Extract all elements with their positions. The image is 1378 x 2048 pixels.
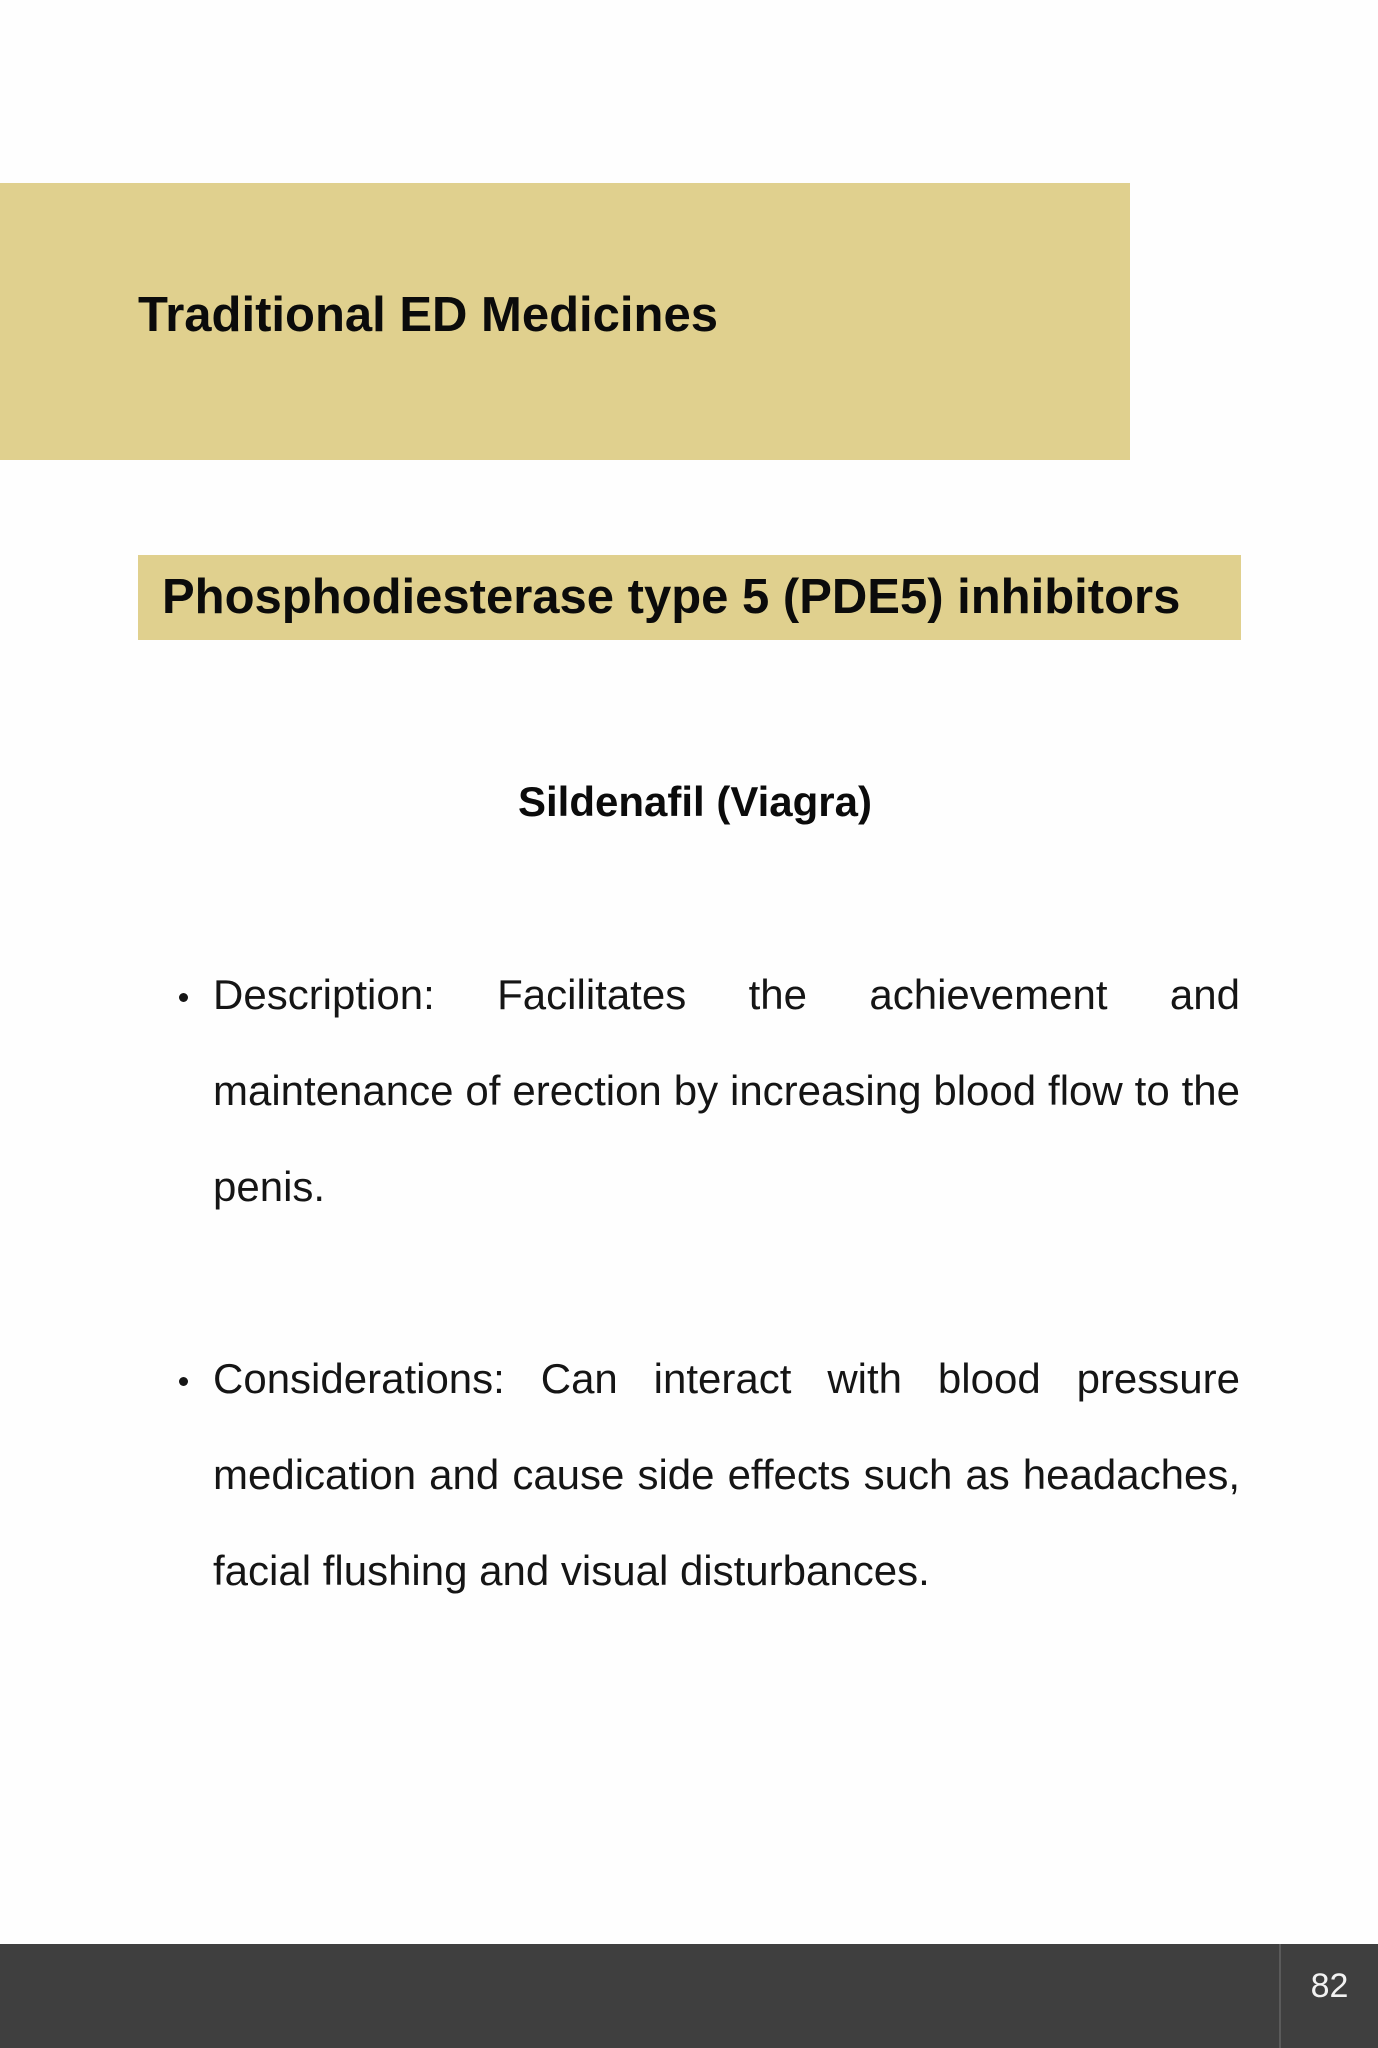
section-title: Phosphodiesterase type 5 (PDE5) inhibitors [162,570,1181,624]
page-number-box [1279,1944,1378,2048]
section-header-band [138,555,1241,640]
description-bullet: Description: Facilitates the achievement and maintenance of erection by increasing blood flow to the penis. [213,947,1240,1235]
footer-bar [0,1944,1378,2048]
chapter-title: Traditional ED Medicines [138,288,718,342]
drug-name-heading: Sildenafil (Viagra) [518,778,872,825]
page-number: 82 [1310,1967,1349,2005]
considerations-bullet: Considerations: Can interact with blood pressure medication and cause side effects such as headaches, facial flushing and visual disturbances. [213,1331,1240,1619]
drug-details-list [213,947,1240,1715]
